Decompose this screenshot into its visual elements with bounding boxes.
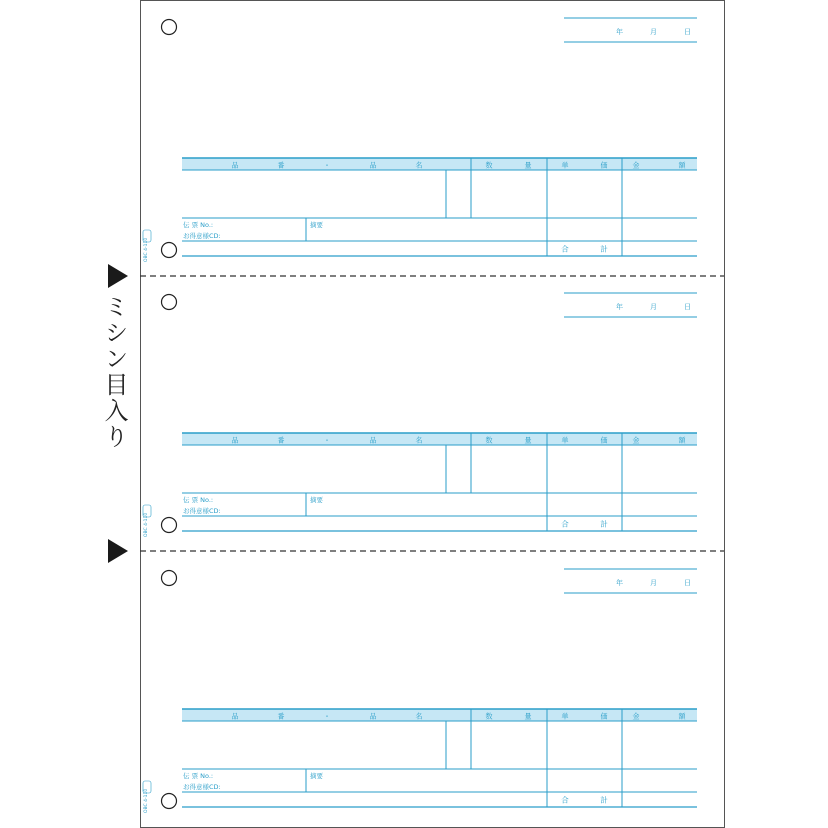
total-label-char: 計: [600, 244, 608, 254]
header-item-char: 品: [231, 712, 239, 721]
form-section-2: [143, 293, 697, 537]
total-label-char: 合: [561, 519, 569, 529]
header-quantity-char: 数: [485, 161, 493, 170]
date-year-label: 年: [616, 28, 623, 36]
header-unitprice-char: 価: [600, 712, 608, 721]
slip-no-label: 伝 票 No.:: [183, 772, 214, 780]
header-quantity-char: 量: [524, 161, 532, 170]
memo-label: 摘要: [310, 221, 323, 229]
header-unitprice-char: 価: [600, 161, 608, 170]
header-amount-char: 額: [678, 712, 686, 721]
header-item-char: ・: [323, 436, 331, 445]
margin-code-text: OBC 4-110: [144, 512, 149, 537]
total-label-char: 計: [600, 795, 608, 805]
header-item-char: 名: [415, 712, 423, 721]
punch-hole-bottom: [162, 794, 177, 809]
perforation-label: ミシン目入り: [100, 294, 128, 450]
customer-cd-label: お得意様CD:: [183, 232, 221, 240]
date-day-label: 日: [684, 28, 691, 36]
header-unitprice-char: 単: [561, 712, 569, 721]
date-month-label: 月: [650, 303, 657, 311]
sheet-border: [141, 1, 725, 828]
header-quantity-char: 量: [524, 712, 532, 721]
header-item-char: 番: [277, 712, 285, 721]
header-item-char: 品: [369, 436, 377, 445]
header-amount-char: 金: [632, 436, 640, 445]
customer-cd-label: お得意様CD:: [183, 507, 221, 515]
header-item-char: 品: [231, 161, 239, 170]
total-label-char: 合: [561, 795, 569, 805]
header-item-char: 品: [369, 161, 377, 170]
slip-no-label: 伝 票 No.:: [183, 496, 214, 504]
date-day-label: 日: [684, 303, 691, 311]
date-year-label: 年: [616, 303, 623, 311]
header-amount-char: 額: [678, 436, 686, 445]
header-item-char: 番: [277, 436, 285, 445]
header-item-char: 番: [277, 161, 285, 170]
header-amount-char: 金: [632, 161, 640, 170]
margin-code-text: OBC 4-110: [144, 237, 149, 262]
header-quantity-char: 数: [485, 436, 493, 445]
slip-no-label: 伝 票 No.:: [183, 221, 214, 229]
header-amount-char: 金: [632, 712, 640, 721]
date-month-label: 月: [650, 28, 657, 36]
header-item-char: 品: [231, 436, 239, 445]
header-unitprice-char: 単: [561, 161, 569, 170]
header-item-char: 品: [369, 712, 377, 721]
margin-code-text: OBC 4-110: [144, 788, 149, 813]
punch-hole-top: [162, 295, 177, 310]
total-label-char: 計: [600, 519, 608, 529]
form-section-1: [143, 18, 697, 262]
table-header-band: [182, 709, 697, 721]
punch-hole-bottom: [162, 243, 177, 258]
header-quantity-char: 数: [485, 712, 493, 721]
date-year-label: 年: [616, 579, 623, 587]
header-item-char: 名: [415, 436, 423, 445]
punch-hole-top: [162, 20, 177, 35]
header-amount-char: 額: [678, 161, 686, 170]
header-item-char: ・: [323, 161, 331, 170]
total-label-char: 合: [561, 244, 569, 254]
punch-hole-top: [162, 571, 177, 586]
header-unitprice-char: 価: [600, 436, 608, 445]
customer-cd-label: お得意様CD:: [183, 783, 221, 791]
perforation-arrow-icon: [108, 264, 128, 288]
perforation-arrow-icon: [108, 539, 128, 563]
header-item-char: ・: [323, 712, 331, 721]
header-quantity-char: 量: [524, 436, 532, 445]
header-unitprice-char: 単: [561, 436, 569, 445]
header-item-char: 名: [415, 161, 423, 170]
memo-label: 摘要: [310, 496, 323, 504]
table-header-band: [182, 158, 697, 170]
table-header-band: [182, 433, 697, 445]
date-day-label: 日: [684, 579, 691, 587]
memo-label: 摘要: [310, 772, 323, 780]
punch-hole-bottom: [162, 518, 177, 533]
date-month-label: 月: [650, 579, 657, 587]
form-section-3: [143, 569, 697, 813]
